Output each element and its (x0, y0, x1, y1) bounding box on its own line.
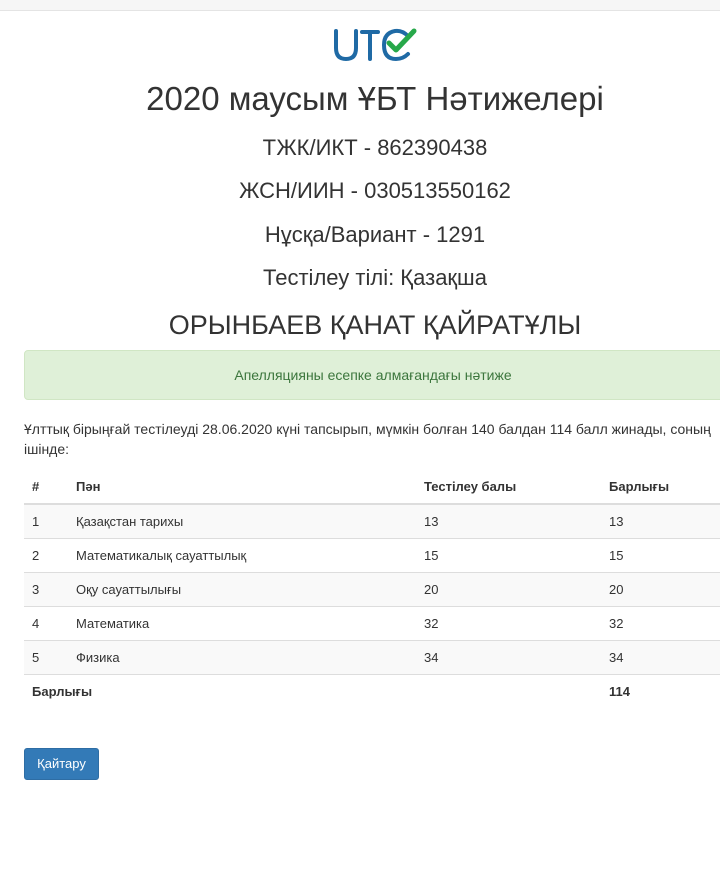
table-header-row (24, 470, 720, 504)
row-subject: Қазақстан тарихы (68, 504, 416, 539)
iin-line: ЖСН/ИИН - 030513550162 (239, 178, 511, 203)
results-table (24, 470, 720, 708)
row-test-score: 13 (416, 504, 601, 539)
row-test-score: 20 (416, 573, 601, 607)
column-header-number: # (24, 470, 68, 504)
variant-line: Нұсқа/Вариант - 1291 (264, 222, 486, 247)
table-row (24, 504, 720, 539)
footer-total-label: Барлығы (24, 675, 601, 709)
footer-total-value: 114 (601, 675, 720, 709)
row-subject: Математикалық сауаттылық (68, 539, 416, 573)
logo-letter-u (336, 31, 356, 59)
row-number: 3 (24, 573, 68, 607)
row-total: 34 (601, 641, 720, 675)
row-total: 32 (601, 607, 720, 641)
check-icon (389, 31, 414, 50)
column-header-total: Барлығы (601, 470, 720, 504)
row-test-score: 32 (416, 607, 601, 641)
table-row (24, 573, 720, 607)
top-bar (0, 0, 720, 11)
column-header-subject: Пән (68, 470, 416, 504)
row-total: 15 (601, 539, 720, 573)
row-test-score: 15 (416, 539, 601, 573)
row-subject: Оқу сауаттылығы (68, 573, 416, 607)
table-row (24, 641, 720, 675)
result-notice-alert (24, 350, 720, 400)
row-number: 5 (24, 641, 68, 675)
tjk-ikt-line: ТЖК/ИКТ - 862390438 (262, 135, 488, 160)
row-number: 2 (24, 539, 68, 573)
alert-text: Апелляцияны есепке алмағандағы нәтиже (234, 367, 512, 383)
utc-logo (332, 26, 418, 66)
row-test-score: 34 (416, 641, 601, 675)
result-summary: Ұлттық бірыңғай тестілеуді 28.06.2020 күні тапсырып, мүмкін болған 140 балдан 114 балл жинады, соның ішінде: (24, 421, 711, 457)
row-subject: Математика (68, 607, 416, 641)
row-total: 13 (601, 504, 720, 539)
row-number: 4 (24, 607, 68, 641)
row-number: 1 (24, 504, 68, 539)
table-row (24, 539, 720, 573)
table-footer-row (24, 675, 720, 709)
column-header-test-score: Тестілеу балы (416, 470, 601, 504)
row-total: 20 (601, 573, 720, 607)
back-button[interactable]: Қайтару (24, 748, 99, 780)
student-full-name: ОРЫНБАЕВ ҚАНАТ ҚАЙРАТҰЛЫ (168, 310, 582, 340)
table-row (24, 607, 720, 641)
page-title: 2020 маусым ҰБТ Нәтижелері (146, 80, 604, 117)
row-subject: Физика (68, 641, 416, 675)
logo-letter-t (362, 32, 378, 59)
test-language-line: Тестілеу тілі: Қазақша (263, 265, 487, 290)
